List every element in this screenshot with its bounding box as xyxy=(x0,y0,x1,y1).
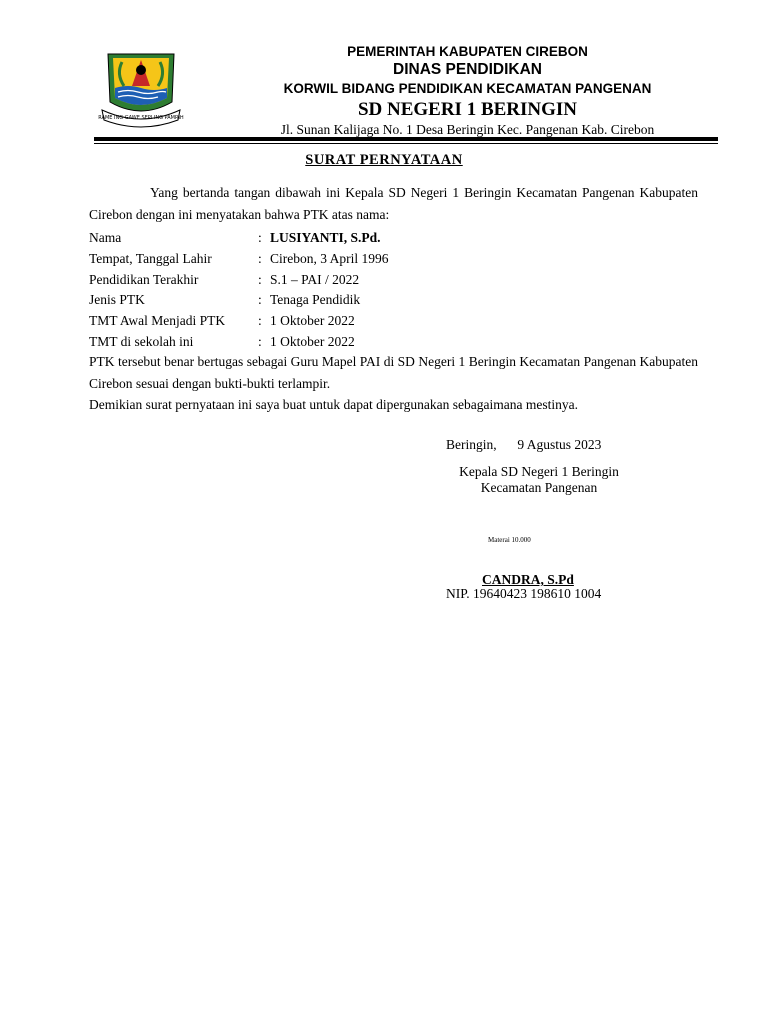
intro-paragraph: Yang bertanda tangan dibawah ini Kepala SD Negeri 1 Beringin Kecamatan Pangenan Kabupaten Cirebon dengan ini menyatakan bahwa PTK atas nama: xyxy=(89,185,698,222)
field-label: Pendidikan Terakhir xyxy=(89,271,199,287)
field-value: LUSIYANTI, S.Pd. xyxy=(270,230,381,245)
field-separator: : xyxy=(258,333,262,349)
field-value: 1 Oktober 2022 xyxy=(270,313,355,329)
statement-paragraph: PTK tersebut benar bertugas sebagai Guru Mapel PAI di SD Negeri 1 Beringin Kecamatan Pangenan Kabupaten Cirebon sesuai dengan bukti-bukti terlampir. xyxy=(89,354,698,391)
letterhead-government: PEMERINTAH KABUPATEN CIREBON xyxy=(347,44,588,59)
letterhead-divider-thick xyxy=(94,137,718,141)
statement-block xyxy=(89,351,698,416)
letterhead-school: SD NEGERI 1 BERINGIN xyxy=(357,99,578,120)
field-row-tmt-ptk xyxy=(89,311,389,332)
field-separator: : xyxy=(258,230,262,245)
stamp-placeholder: Materai 10.000 xyxy=(488,536,531,544)
kabupaten-cirebon-emblem-icon xyxy=(98,50,184,130)
signature-date: 9 Agustus 2023 xyxy=(517,437,602,452)
field-value: Tenaga Pendidik xyxy=(270,292,361,308)
document-title: SURAT PERNYATAAN xyxy=(305,152,463,168)
employee-details xyxy=(89,228,389,353)
intro-block xyxy=(89,182,698,225)
field-separator: : xyxy=(258,313,262,329)
field-separator: : xyxy=(258,271,262,287)
signature-position-line1: Kepala SD Negeri 1 Beringin xyxy=(459,464,619,479)
closing-paragraph: Demikian surat pernyataan ini saya buat untuk dapat dipergunakan sebagaimana mestinya. xyxy=(89,397,578,412)
letterhead xyxy=(200,43,735,139)
field-label: Jenis PTK xyxy=(89,292,145,308)
letterhead-divider-thin xyxy=(94,143,718,144)
field-label: Nama xyxy=(89,230,122,245)
signer-nip: NIP. 19640423 198610 1004 xyxy=(446,586,602,601)
field-separator: : xyxy=(258,292,262,308)
field-row-name xyxy=(89,228,389,249)
signer-name: CANDRA, S.Pd xyxy=(482,572,574,587)
signature-position-line2: Kecamatan Pangenan xyxy=(480,480,598,495)
letterhead-agency: DINAS PENDIDIKAN xyxy=(393,61,542,78)
letterhead-address: Jl. Sunan Kalijaga No. 1 Desa Beringin Kec. Pangenan Kab. Cirebon xyxy=(280,122,655,137)
field-separator: : xyxy=(258,250,262,266)
field-value: Cirebon, 3 April 1996 xyxy=(270,250,389,266)
field-label: Tempat, Tanggal Lahir xyxy=(89,250,212,266)
field-label: TMT Awal Menjadi PTK xyxy=(89,313,226,329)
field-row-birth xyxy=(89,249,389,270)
field-row-tmt-school xyxy=(89,332,389,353)
signature-place: Beringin, xyxy=(446,437,497,452)
field-row-ptk-type xyxy=(89,290,389,311)
signature-position xyxy=(446,464,632,496)
field-label: TMT di sekolah ini xyxy=(89,333,194,349)
field-value: S.1 – PAI / 2022 xyxy=(270,271,360,287)
letterhead-division: KORWIL BIDANG PENDIDIKAN KECAMATAN PANGENAN xyxy=(283,81,652,96)
field-row-education xyxy=(89,270,389,291)
field-value: 1 Oktober 2022 xyxy=(270,333,355,349)
svg-text:RAME ING GAWE SEPI ING PAMRIH: RAME ING GAWE SEPI ING PAMRIH xyxy=(98,115,184,121)
signature-date-line xyxy=(446,437,601,453)
